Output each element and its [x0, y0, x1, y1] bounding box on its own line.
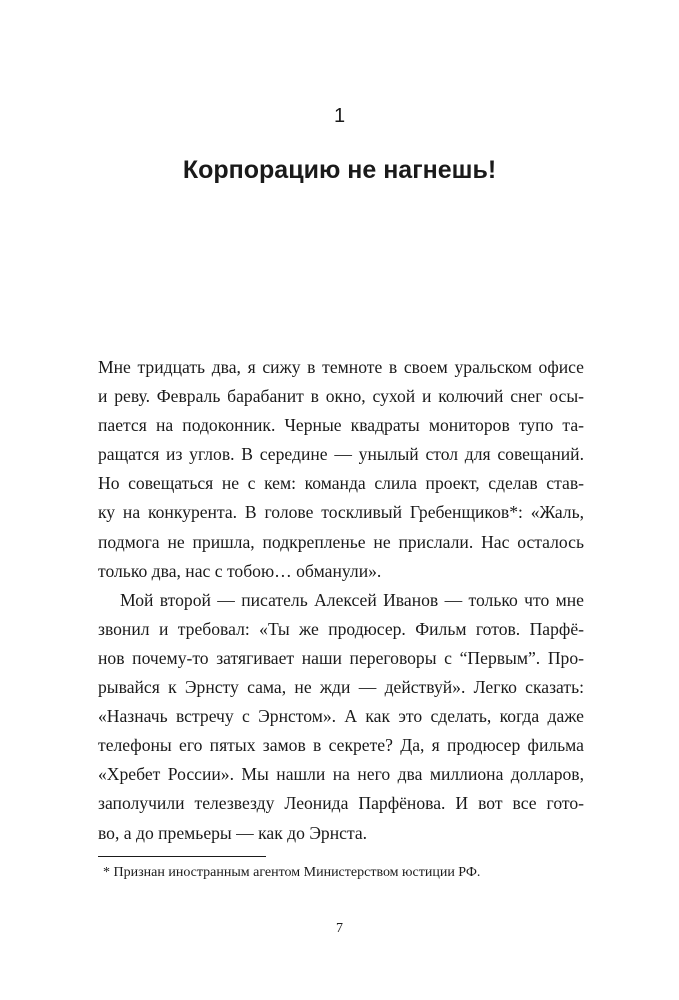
text-line: подмога не пришла, подкрепленье не прислали. Нас осталось	[98, 531, 584, 552]
text-line: заполучили телезвезду Леонида Парфёнова. И вот все гото-	[98, 793, 584, 814]
text-line: во, а до премьеры — как до Эрнста.	[98, 822, 368, 843]
footnote: * Признан иностранным агентом Министерством юстиции РФ.	[103, 865, 481, 880]
text-line: ку на конкурента. В голове тоскливый Гребенщиков*: «Жаль,	[98, 502, 584, 523]
text-line: ращатся из углов. В середине — унылый стол для совещаний.	[98, 444, 584, 465]
chapter-number: 1	[333, 105, 346, 127]
text-line: звонил и требовал: «Ты же продюсер. Фильм готов. Парфё-	[98, 618, 584, 639]
text-line: только два, нас с тобою… обманули».	[98, 560, 382, 581]
text-line: Но совещаться не с кем: команда слила проект, сделав став-	[98, 473, 584, 494]
text-line: и реву. Февраль барабанит в окно, сухой и колючий снег осы-	[98, 386, 584, 407]
text-line: нов почему-то затягивает наши переговоры с “Первым”. Про-	[98, 647, 584, 668]
page-number: 7	[336, 921, 343, 936]
text-line: Мне тридцать два, я сижу в темноте в своем уральском офисе	[98, 357, 584, 377]
chapter-title: Корпорацию не нагнешь!	[182, 156, 497, 184]
text-line: пается на подоконник. Черные квадраты мониторов тупо та-	[98, 415, 584, 436]
text-line: телефоны его пятых замов в секрете? Да, я продюсер фильма	[98, 735, 584, 756]
text-line: «Назначь встречу с Эрнстом». А как это сделать, когда даже	[98, 706, 584, 727]
text-line: рывайся к Эрнсту сама, не жди — действуй». Легко сказать:	[98, 677, 584, 698]
text-line: «Хребет России». Мы нашли на него два миллиона долларов,	[98, 764, 584, 785]
text-line: Мой второй — писатель Алексей Иванов — только что мне	[120, 589, 584, 610]
body-text	[98, 353, 584, 848]
footnote-divider	[98, 856, 266, 857]
